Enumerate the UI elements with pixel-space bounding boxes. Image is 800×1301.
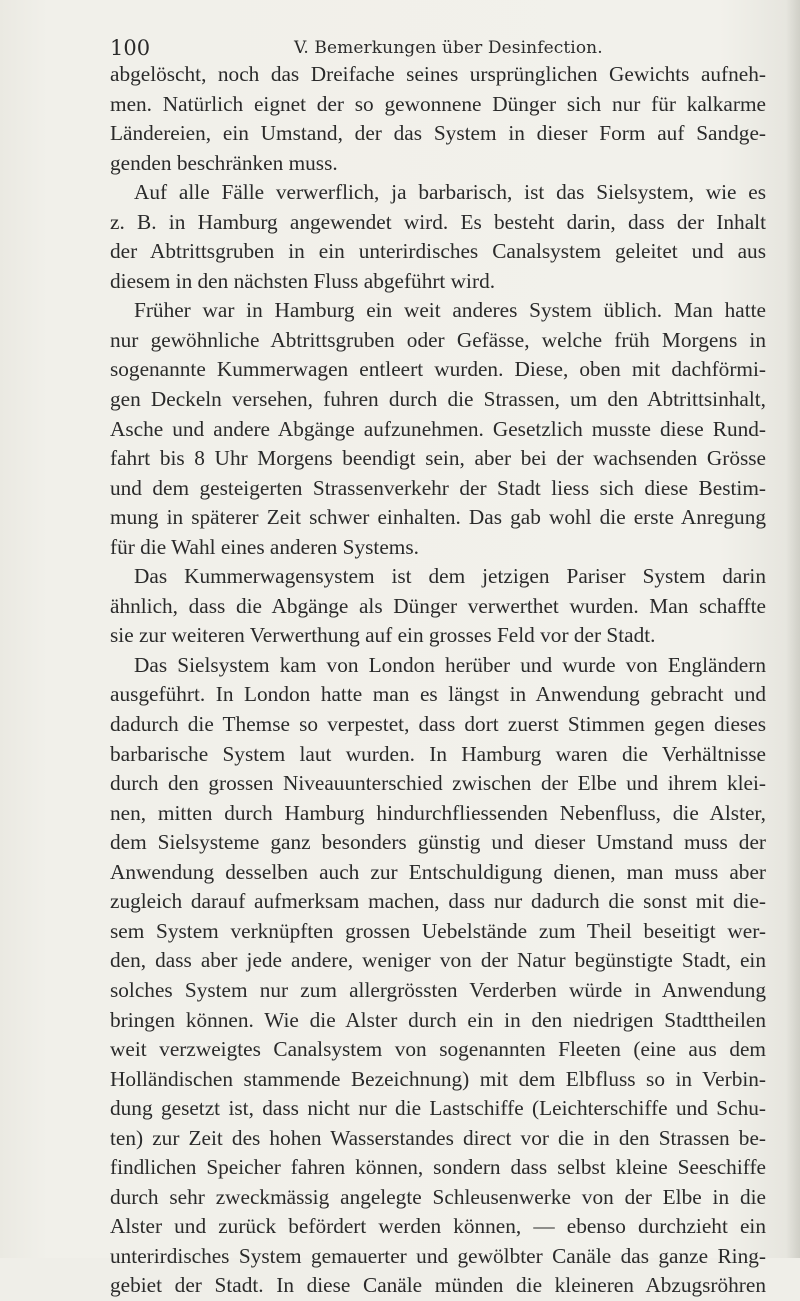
page-edge-shadow	[786, 0, 800, 1258]
text-line: Ländereien, ein Umstand, der das System in dieser Form auf Sandge-	[110, 121, 766, 146]
text-line: nur gewöhnliche Abtrittsgruben oder Gefässe, welche früh Morgens in	[110, 327, 766, 352]
text-line: den, dass aber jede andere, weniger von der Natur begünstigte Stadt, ein	[110, 948, 766, 973]
text-line: bringen können. Wie die Alster durch ein in den niedrigen Stadttheilen	[110, 1007, 766, 1032]
text-line: mung in späterer Zeit schwer einhalten. Das gab wohl die erste Anregung	[110, 505, 766, 530]
text-line: durch den grossen Niveauunterschied zwischen der Elbe und ihrem klei-	[110, 771, 766, 796]
text-line: für die Wahl eines anderen Systems.	[110, 534, 419, 559]
text-line: unterirdisches System gemauerter und gewölbter Canäle das ganze Ring-	[110, 1243, 766, 1268]
text-line: und dem gesteigerten Strassenverkehr der Stadt liess sich diese Bestim-	[110, 475, 766, 500]
text-line: nen, mitten durch Hamburg hindurchfliessenden Nebenfluss, die Alster,	[110, 800, 766, 825]
text-line: men. Natürlich eignet der so gewonnene Dünger sich nur für kalkarme	[110, 91, 766, 116]
text-line: gebiet der Stadt. In diese Canäle münden die kleineren Abzugsröhren	[110, 1273, 766, 1298]
running-head: V. Bemerkungen über Desinfection.	[294, 38, 603, 58]
text-line: solches System nur zum allergrössten Verderben würde in Anwendung	[110, 977, 766, 1002]
text-line: ähnlich, dass die Abgänge als Dünger verwerthet wurden. Man schaffte	[110, 593, 766, 618]
text-line: fahrt bis 8 Uhr Morgens beendigt sein, aber bei der wachsenden Grösse	[110, 446, 766, 471]
text-line: sem System verknüpften grossen Uebelstände zum Theil beseitigt wer-	[110, 918, 766, 943]
text-line: ten) zur Zeit des hohen Wasserstandes direct vor die in den Strassen be-	[110, 1125, 766, 1150]
text-line: durch sehr zweckmässig angelegte Schleusenwerke von der Elbe in die	[110, 1184, 766, 1209]
text-line: zugleich darauf aufmerksam machen, dass nur dadurch die sonst mit die-	[110, 889, 766, 914]
text-line: weit verzweigtes Canalsystem von sogenannten Fleeten (eine aus dem	[110, 1037, 766, 1062]
text-line: Alster und zurück befördert werden können, — ebenso durchzieht ein	[110, 1214, 766, 1239]
text-line: sie zur weiteren Verwerthung auf ein grosses Feld vor der Stadt.	[110, 623, 656, 648]
text-line: Das Sielsystem kam von London herüber und wurde von Engländern	[134, 652, 766, 677]
text-line: Asche und andere Abgänge aufzunehmen. Gesetzlich musste diese Rund-	[110, 416, 766, 441]
text-line: Holländischen stammende Bezeichnung) mit dem Elbfluss so in Verbin-	[110, 1066, 766, 1091]
text-line: findlichen Speicher fahren können, sondern dass selbst kleine Seeschiffe	[110, 1155, 766, 1180]
text-line: dem Sielsysteme ganz besonders günstig und dieser Umstand muss der	[110, 830, 766, 855]
text-line: ausgeführt. In London hatte man es längst in Anwendung gebracht und	[110, 682, 766, 707]
text-line: Das Kummerwagensystem ist dem jetzigen Pariser System darin	[134, 564, 766, 589]
text-line: Anwendung desselben auch zur Entschuldigung dienen, man muss aber	[110, 859, 766, 884]
text-line: gen Deckeln versehen, fuhren durch die Strassen, um den Abtrittsinhalt,	[110, 387, 766, 412]
text-line: der Abtrittsgruben in ein unterirdisches Canalsystem geleitet und aus	[110, 239, 766, 264]
page-number: 100	[110, 36, 151, 60]
text-line: Auf alle Fälle verwerflich, ja barbarisch, ist das Sielsystem, wie es	[134, 180, 766, 205]
text-line: barbarische System laut wurden. In Hamburg waren die Verhältnisse	[110, 741, 766, 766]
text-line: abgelöscht, noch das Dreifache seines ursprünglichen Gewichts aufneh-	[110, 62, 766, 86]
text-line: dung gesetzt ist, dass nicht nur die Lastschiffe (Leichterschiffe und Schu-	[110, 1096, 766, 1121]
text-line: Früher war in Hamburg ein weit anderes System üblich. Man hatte	[134, 298, 766, 323]
text-line: diesem in den nächsten Fluss abgeführt wird.	[110, 268, 496, 293]
text-line: z. B. in Hamburg angewendet wird. Es besteht darin, dass der Inhalt	[110, 209, 766, 234]
body-text	[110, 60, 766, 1301]
text-line: genden beschränken muss.	[110, 150, 338, 175]
text-line: sogenannte Kummerwagen entleert wurden. Diese, oben mit dachförmi-	[110, 357, 766, 382]
text-line: dadurch die Themse so verpestet, dass dort zuerst Stimmen gegen dieses	[110, 712, 766, 737]
